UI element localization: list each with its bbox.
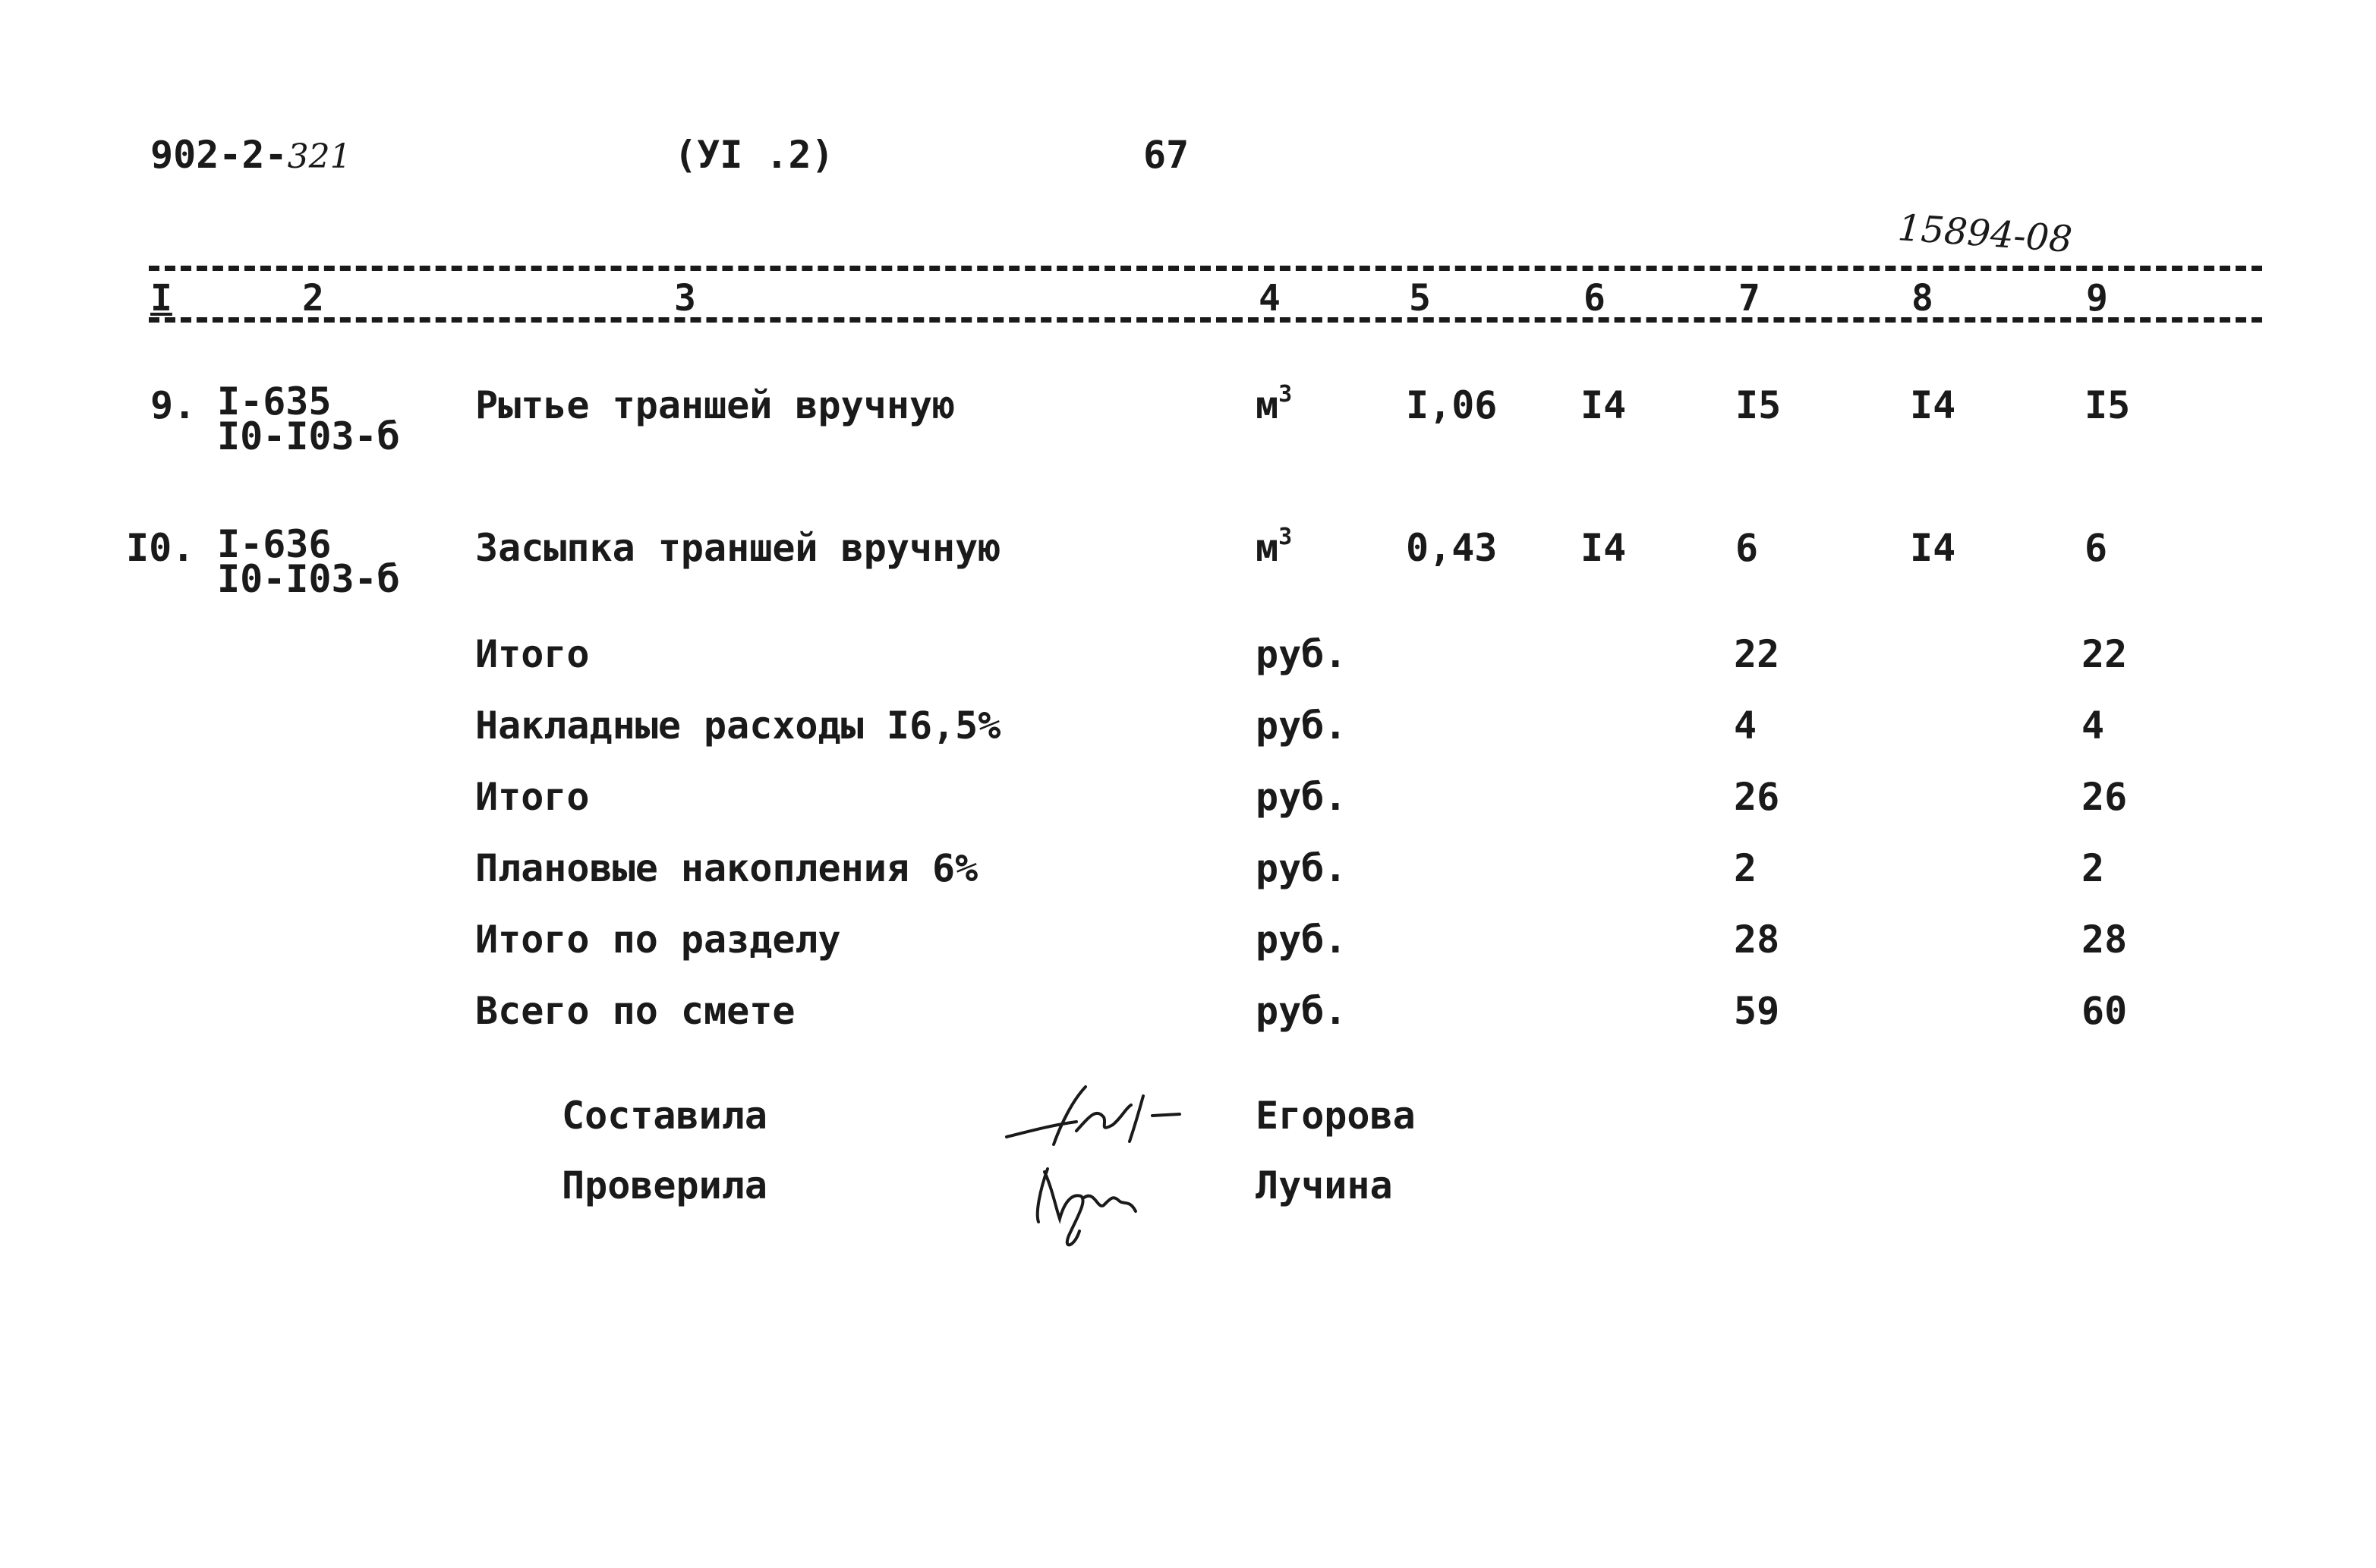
handwritten-signature: [1025, 1152, 1169, 1258]
item-code: I0-I03-б: [217, 414, 400, 458]
signature-name: Лучина: [1256, 1163, 1393, 1207]
item-number: I0.: [126, 526, 195, 570]
total-label: Всего по смете: [475, 989, 796, 1033]
total-label: Итого: [475, 632, 590, 676]
document-code-handwritten: 321: [287, 137, 351, 176]
column-number: 7: [1738, 277, 1760, 320]
total-unit: руб.: [1256, 704, 1347, 748]
total-unit: руб.: [1256, 918, 1347, 962]
total-col9: 60: [2081, 989, 2128, 1033]
total-col7: 22: [1734, 632, 1780, 676]
total-col9: 4: [2081, 704, 2105, 748]
item-unit: [1256, 524, 1293, 570]
item-unit-label: м: [1256, 383, 1279, 427]
item-unit-exponent: 3: [1278, 381, 1293, 408]
column-number: 3: [674, 277, 696, 320]
total-unit: руб.: [1256, 989, 1347, 1033]
total-col9: 2: [2081, 846, 2105, 890]
item-col8: I4: [1910, 383, 1956, 427]
page-number: 67: [1143, 133, 1190, 177]
total-unit: руб.: [1256, 632, 1347, 676]
item-col7: 6: [1735, 526, 1759, 570]
signature-role: Проверила: [562, 1163, 767, 1207]
total-unit: руб.: [1256, 775, 1347, 819]
item-number: 9.: [150, 383, 197, 427]
total-col7: 28: [1734, 918, 1780, 962]
total-col7: 26: [1734, 775, 1780, 819]
item-unit-exponent: 3: [1278, 524, 1293, 550]
signature-role: Составила: [562, 1094, 767, 1138]
column-number: I: [150, 277, 172, 320]
document-code-printed: 902-2-: [150, 133, 288, 177]
column-number: 8: [1911, 277, 1933, 320]
total-col9: 28: [2081, 918, 2128, 962]
item-col9: 6: [2085, 526, 2108, 570]
item-col6: I4: [1580, 383, 1627, 427]
column-number: 5: [1409, 277, 1431, 320]
handwritten-signature: [1001, 1078, 1190, 1154]
column-number: 4: [1259, 277, 1281, 320]
item-codes: [217, 522, 400, 601]
item-code: I0-I03-б: [217, 557, 400, 601]
total-col7: 4: [1734, 704, 1757, 748]
column-number: 9: [2086, 277, 2108, 320]
column-number: 6: [1583, 277, 1606, 320]
item-col9: I5: [2085, 383, 2131, 427]
item-name: Засыпка траншей вручную: [475, 526, 1001, 570]
total-col7: 59: [1734, 989, 1780, 1033]
item-name: Рытье траншей вручную: [475, 383, 956, 427]
total-label: Итого: [475, 775, 590, 819]
column-number: 2: [302, 277, 324, 320]
inventory-number: 15894-08: [1896, 206, 2074, 261]
item-code: I-635: [217, 379, 332, 423]
document-code: [150, 134, 351, 178]
item-code: I-636: [217, 522, 332, 566]
table-top-rule: [149, 266, 2262, 271]
item-col7: I5: [1735, 383, 1782, 427]
total-col7: 2: [1734, 846, 1757, 890]
item-col8: I4: [1910, 526, 1956, 570]
part-label: (УI .2): [674, 133, 834, 177]
total-col9: 26: [2081, 775, 2128, 819]
total-label: Накладные расходы I6,5%: [475, 704, 1001, 748]
table-header-rule: [149, 317, 2262, 323]
item-unit: [1256, 381, 1293, 427]
total-label: Плановые накопления 6%: [475, 846, 978, 890]
total-unit: руб.: [1256, 846, 1347, 890]
item-unit-label: м: [1256, 526, 1279, 570]
item-quantity: I,06: [1406, 383, 1498, 427]
total-label: Итого по разделу: [475, 918, 841, 962]
total-col9: 22: [2081, 632, 2128, 676]
item-codes: [217, 379, 400, 458]
signature-name: Егорова: [1256, 1094, 1416, 1138]
item-col6: I4: [1580, 526, 1627, 570]
item-quantity: 0,43: [1406, 526, 1498, 570]
